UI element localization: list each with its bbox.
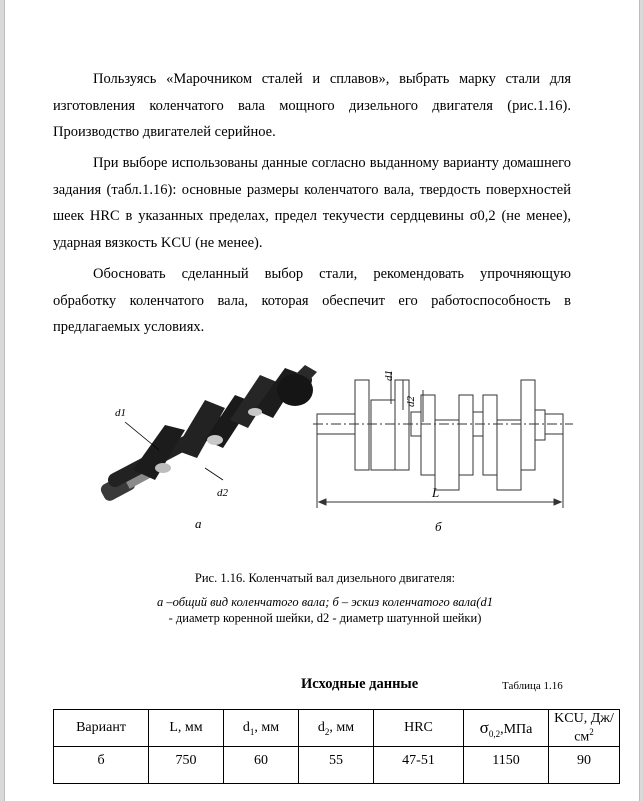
cell-kcu: 90: [549, 747, 620, 784]
cell-L: 750: [149, 747, 224, 784]
paragraph-justify-text: Обосновать сделанный выбор стали, рекомендовать упрочняющую обработку коленчатого вала, которая обеспечит его работоспособность в предлагаемых условиях.: [53, 266, 571, 335]
header-L: L, мм: [149, 710, 224, 747]
table-number: Таблица 1.16: [502, 680, 563, 692]
header-variant: Вариант: [54, 710, 149, 747]
header-d1: $d_1$, мм: [224, 710, 299, 747]
header-sigma: $\sigma_{0,2},МПа$: [464, 710, 549, 747]
figure-caption-line3: - диаметр коренной шейки, d2 - диаметр шатунной шейки): [168, 611, 482, 625]
paragraph-task: [53, 66, 571, 146]
paragraph-data: [53, 150, 571, 256]
header-kcu: KCU, $Дж/см^2$: [549, 710, 620, 747]
crankshaft-figure: [55, 350, 585, 550]
cell-hrc: 47-51: [374, 747, 464, 784]
label-d1-sketch: d1: [383, 370, 395, 381]
label-L: L: [432, 485, 440, 500]
header-d2: $d_2$, мм: [299, 710, 374, 747]
table-row: [54, 747, 620, 784]
cell-variant: б: [54, 747, 149, 784]
label-d2-photo: d2: [217, 487, 228, 499]
table-title: Исходные данные: [301, 676, 419, 692]
figure-caption: Рис. 1.16. Коленчатый вал дизельного двигателя:: [194, 571, 456, 585]
label-d2-sketch: d2: [405, 396, 417, 407]
cell-d1: 60: [224, 747, 299, 784]
paragraph-data-text: При выборе использованы данные согласно выданному варианту домашнего задания (табл.1.16): основные размеры коленчатого вала, твердость поверхностей шеек HRC в указанных пределах, предел текучести сердцевины σ0,2 (не менее), ударная вязкость KCU (не менее).: [53, 155, 571, 251]
crankshaft-sketch: [313, 372, 573, 508]
figure-caption-line2: а –общий вид коленчатого вала; б – эскиз коленчатого вала(d1: [157, 595, 493, 609]
label-b: б: [435, 519, 442, 534]
cell-sigma: 1150: [464, 747, 549, 784]
header-hrc: HRC: [374, 710, 464, 747]
label-a: а: [195, 516, 202, 531]
paragraph-task-text: Пользуясь «Марочником сталей и сплавов», выбрать марку стали для изготовления коленчатого вала мощного дизельного двигателя (рис.1.16). Производство двигателей серийное.: [53, 71, 571, 140]
label-d1-photo: d1: [115, 407, 126, 419]
cell-d2: 55: [299, 747, 374, 784]
table-header-row: [54, 710, 620, 747]
crankshaft-photo: [99, 365, 317, 503]
data-table: [53, 709, 620, 784]
paragraph-justify: [53, 261, 571, 341]
document-page: [4, 0, 640, 801]
